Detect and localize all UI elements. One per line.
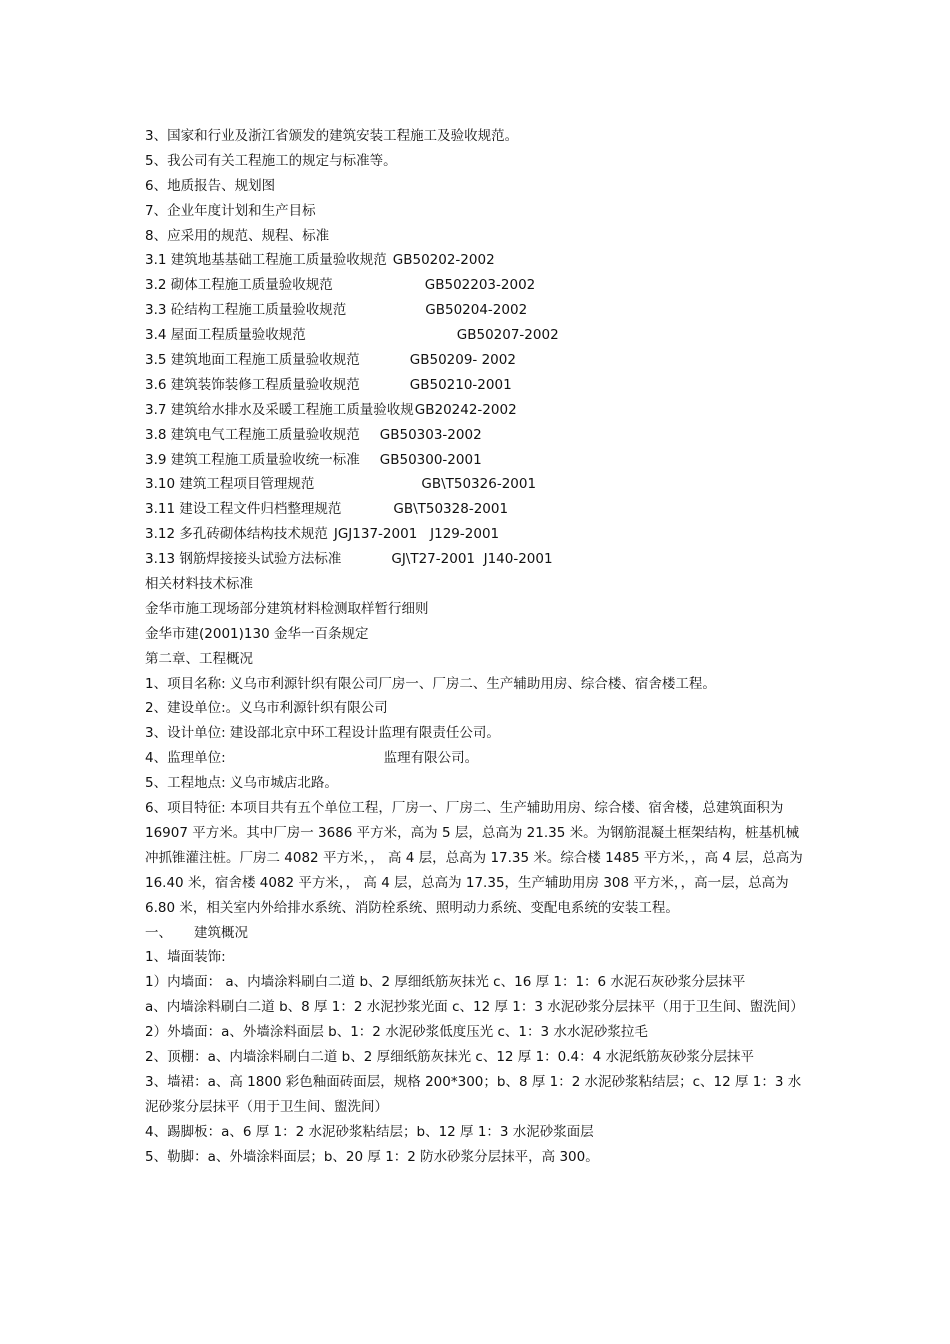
- standard-code: GB502203-2002: [424, 277, 536, 294]
- overview-supervisor: [145, 746, 810, 771]
- standard-name: 3.12 多孔砖砌体结构技术规范: [145, 526, 328, 543]
- standard-name: 3.9 建筑工程施工质量验收统一标准: [145, 451, 360, 468]
- standard-row: [145, 373, 810, 398]
- overview-features: 6、项目特征: 本项目共有五个单位工程，厂房一、厂房二、生产辅助用房、综合楼、宿舍楼，总建筑面积为 16907 平方米。其中厂房一 3686 平方米，高为 5 层，总高为 21.35 米。为钢筋混凝土框架结构，桩基机械冲抓锥灌注桩。厂房二 4082 平方米，， 高 4 层，总高为 17.35 米。综合楼 1485 平方米，，高 4 层，总高为 16.40 米，宿舍楼 4082 平方米，， 高 4 层，总高为 17.35，生产辅助用房 308 平方米，，高一层，总高为 6.80 米，相关室内外给排水系统、消防栓系统、照明动力系统、变配电系统的安装工程。: [145, 800, 803, 916]
- architecture-heading: [145, 921, 810, 946]
- standard-name: 3.11 建设工程文件归档整理规范: [145, 501, 342, 518]
- standard-row: [145, 323, 810, 348]
- standard-name: 3.13 钢筋焊接接头试验方法标准: [145, 551, 342, 568]
- supervisor-value: 监理有限公司。: [383, 750, 479, 767]
- heading-text: 建筑概况: [194, 924, 248, 941]
- overview-item: 1、项目名称: 义乌市利源针织有限公司厂房一、厂房二、生产辅助用房、综合楼、宿舍楼工程。: [145, 675, 716, 692]
- standard-name: 3.6 建筑装饰装修工程质量验收规范: [145, 376, 360, 393]
- standard-code: GB50207-2002: [456, 327, 559, 344]
- standard-code: JGJ137-2001 J129-2001: [333, 526, 500, 543]
- architecture-line: a、内墙涂料刷白二道 b、8 厚 1：2 水泥抄浆光面 c、12 厚 1：3 水泥砂浆分层抹平（用于卫生间、盥洗间）: [145, 999, 804, 1016]
- overview-item: 3、设计单位: 建设部北京中环工程设计监理有限责任公司。: [145, 725, 500, 742]
- standard-name: 3.10 建筑工程项目管理规范: [145, 476, 315, 493]
- standard-code: GB20242-2002: [414, 401, 517, 418]
- materials-line: 金华市施工现场部分建筑材料检测取样暂行细则: [145, 600, 429, 617]
- standard-name: 3.4 屋面工程质量验收规范: [145, 327, 306, 344]
- standard-row: [145, 398, 810, 423]
- materials-line: 金华市建(2001)130 金华一百条规定: [145, 625, 369, 642]
- basis-line-6: 6、地质报告、规划图: [145, 177, 276, 194]
- standard-code: GB50202-2002: [392, 252, 495, 269]
- standard-code: GB50300-2001: [379, 451, 482, 468]
- standard-row: [145, 423, 810, 448]
- standard-row: [145, 547, 810, 572]
- standard-name: 3.8 建筑电气工程施工质量验收规范: [145, 426, 360, 443]
- overview-item: 2、建设单位:。义乌市利源针织有限公司: [145, 700, 388, 717]
- standard-code: GJ\T27-2001 J140-2001: [391, 551, 553, 568]
- standard-row: [145, 497, 810, 522]
- standard-row: [145, 298, 810, 323]
- basis-line-8: 8、应采用的规范、规程、标准: [145, 227, 330, 244]
- standard-name: 3.7 建筑给水排水及采暖工程施工质量验收规: [145, 401, 414, 418]
- document-body: [145, 124, 810, 1170]
- standard-row: [145, 472, 810, 497]
- standard-row: [145, 248, 810, 273]
- materials-heading: 相关材料技术标准: [145, 576, 253, 593]
- standard-row: [145, 448, 810, 473]
- architecture-line: 4、踢脚板：a、6 厚 1：2 水泥砂浆粘结层；b、12 厚 1：3 水泥砂浆面层: [145, 1123, 594, 1140]
- standard-row: [145, 273, 810, 298]
- standard-name: 3.3 砼结构工程施工质量验收规范: [145, 302, 347, 319]
- basis-line-5: 5、我公司有关工程施工的规定与标准等。: [145, 152, 397, 169]
- standard-code: GB50303-2002: [379, 426, 482, 443]
- standard-code: GB50204-2002: [425, 302, 528, 319]
- basis-line-3: 3、国家和行业及浙江省颁发的建筑安装工程施工及验收规范。: [145, 128, 519, 144]
- chapter-title: 第二章、工程概况: [145, 650, 253, 667]
- architecture-line: 1、墙面装饰:: [145, 949, 226, 966]
- overview-location: 5、工程地点: 义乌市城店北路。: [145, 775, 338, 792]
- supervisor-label: 4、监理单位:: [145, 750, 226, 767]
- standard-row: [145, 522, 810, 547]
- standard-code: GB50209- 2002: [409, 352, 516, 369]
- architecture-line: 1）内墙面： a、内墙涂料刷白二道 b、2 厚细纸筋灰抹光 c、16 厚 1：1：6 水泥石灰砂浆分层抹平: [145, 974, 746, 991]
- standard-name: 3.2 砌体工程施工质量验收规范: [145, 277, 333, 294]
- architecture-line: 3、墙裙：a、高 1800 彩色釉面砖面层，规格 200*300；b、8 厚 1：2 水泥砂浆粘结层；c、12 厚 1：3 水泥砂浆分层抹平（用于卫生间、盥洗间）: [145, 1073, 802, 1115]
- standard-code: GB50210-2001: [409, 376, 512, 393]
- heading-number: 一、: [145, 924, 172, 941]
- standard-row: [145, 348, 810, 373]
- architecture-line: 2）外墙面：a、外墙涂料面层 b、1：2 水泥砂浆低度压光 c、1：3 水水泥砂浆拉毛: [145, 1024, 648, 1041]
- standard-code: GB\T50328-2001: [393, 501, 509, 518]
- architecture-line: 5、勒脚：a、外墙涂料面层；b、20 厚 1：2 防水砂浆分层抹平，高 300。: [145, 1148, 599, 1165]
- standard-code: GB\T50326-2001: [421, 476, 537, 493]
- standard-name: 3.5 建筑地面工程施工质量验收规范: [145, 352, 360, 369]
- architecture-line: 2、顶棚：a、内墙涂料刷白二道 b、2 厚细纸筋灰抹光 c、12 厚 1：0.4：4 水泥纸筋灰砂浆分层抹平: [145, 1049, 755, 1066]
- standard-name: 3.1 建筑地基基础工程施工质量验收规范: [145, 252, 387, 269]
- basis-line-7: 7、企业年度计划和生产目标: [145, 202, 316, 219]
